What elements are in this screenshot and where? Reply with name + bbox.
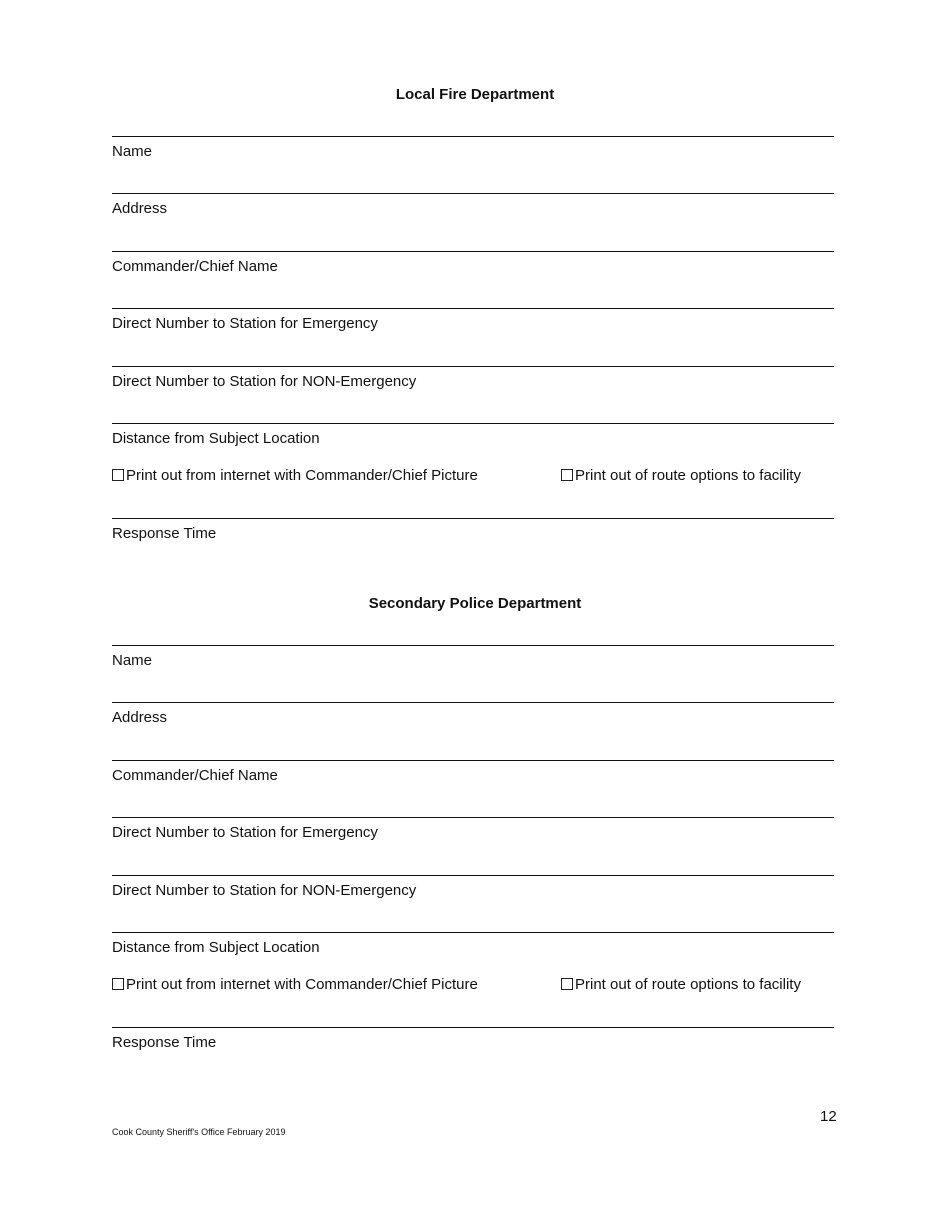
- police-chief-label: Commander/Chief Name: [112, 767, 278, 784]
- police-non-emergency-label: Direct Number to Station for NON-Emergency: [112, 882, 417, 899]
- police-non-emergency-line[interactable]: [112, 875, 834, 876]
- fire-distance-label: Distance from Subject Location: [112, 430, 320, 447]
- section-title-police: Secondary Police Department: [368, 595, 582, 612]
- police-chief-line[interactable]: [112, 760, 834, 761]
- police-checkbox-route-options[interactable]: [561, 976, 801, 993]
- fire-chief-label: Commander/Chief Name: [112, 258, 278, 275]
- fire-response-line[interactable]: [112, 518, 834, 519]
- police-response-line[interactable]: [112, 1027, 834, 1028]
- fire-address-line[interactable]: [112, 193, 834, 194]
- checkbox-label: Print out of route options to facility: [575, 467, 801, 484]
- checkbox-icon[interactable]: [561, 978, 573, 990]
- police-emergency-label: Direct Number to Station for Emergency: [112, 824, 378, 841]
- police-distance-line[interactable]: [112, 932, 834, 933]
- checkbox-icon[interactable]: [112, 978, 124, 990]
- checkbox-label: Print out from internet with Commander/Chief Picture: [126, 467, 478, 484]
- police-address-label: Address: [112, 709, 168, 726]
- fire-distance-line[interactable]: [112, 423, 834, 424]
- fire-emergency-label: Direct Number to Station for Emergency: [112, 315, 378, 332]
- page-number: 12: [820, 1108, 837, 1125]
- fire-response-label: Response Time: [112, 525, 217, 542]
- fire-non-emergency-label: Direct Number to Station for NON-Emergency: [112, 373, 417, 390]
- checkbox-label: Print out from internet with Commander/Chief Picture: [126, 976, 478, 993]
- fire-name-label: Name: [112, 143, 153, 160]
- fire-name-line[interactable]: [112, 136, 834, 137]
- police-emergency-line[interactable]: [112, 817, 834, 818]
- fire-non-emergency-line[interactable]: [112, 366, 834, 367]
- checkbox-icon[interactable]: [561, 469, 573, 481]
- footer-note: Cook County Sheriff's Office February 2019: [112, 1127, 286, 1137]
- fire-checkbox-chief-picture[interactable]: [112, 467, 478, 484]
- police-name-line[interactable]: [112, 645, 834, 646]
- police-distance-label: Distance from Subject Location: [112, 939, 320, 956]
- fire-emergency-line[interactable]: [112, 308, 834, 309]
- fire-address-label: Address: [112, 200, 168, 217]
- checkbox-icon[interactable]: [112, 469, 124, 481]
- fire-chief-line[interactable]: [112, 251, 834, 252]
- police-address-line[interactable]: [112, 702, 834, 703]
- police-response-label: Response Time: [112, 1034, 217, 1051]
- fire-checkbox-route-options[interactable]: [561, 467, 801, 484]
- police-name-label: Name: [112, 652, 153, 669]
- section-title-fire: Local Fire Department: [395, 86, 555, 103]
- police-checkbox-chief-picture[interactable]: [112, 976, 478, 993]
- checkbox-label: Print out of route options to facility: [575, 976, 801, 993]
